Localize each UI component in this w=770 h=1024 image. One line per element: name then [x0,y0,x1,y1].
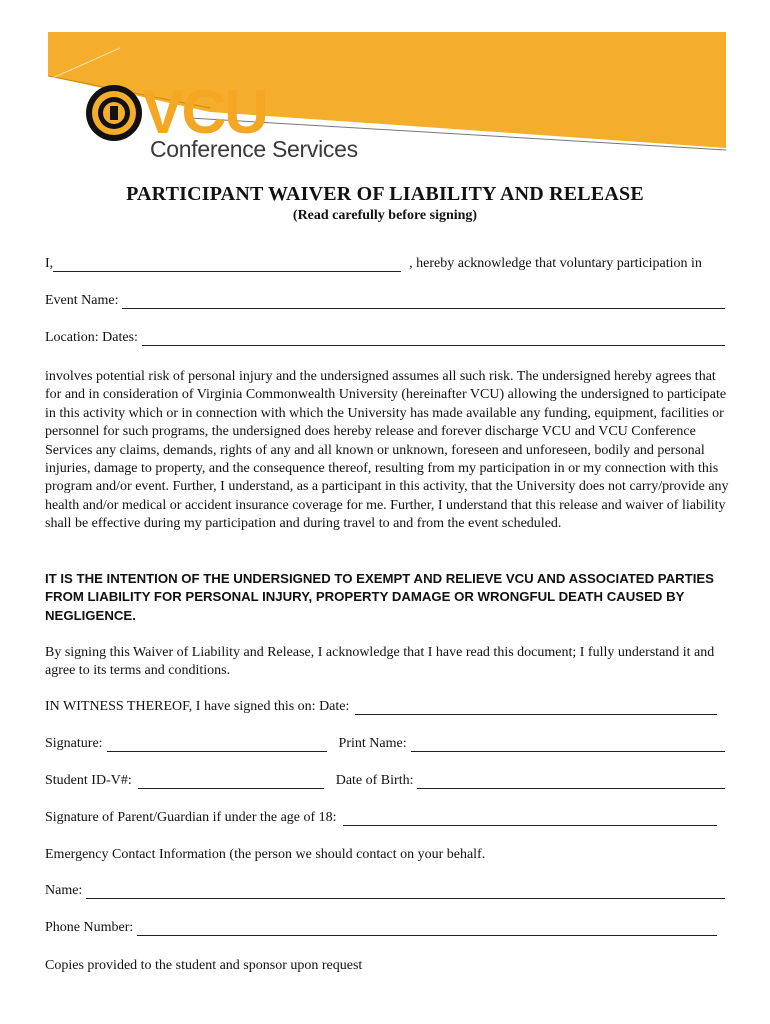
document-subtitle: (Read carefully before signing) [292,208,478,223]
event-name-label: Event Name: [45,293,119,308]
witness-date-row [45,699,725,715]
footer-note: Copies provided to the student and sponsor upon request [45,958,363,973]
date-of-birth-label: Date of Birth: [335,773,414,788]
participant-suffix: , hereby acknowledge that voluntary participation in [409,256,702,271]
logo-subtitle: Conference Services [150,136,358,162]
witness-date-field[interactable] [355,701,717,715]
emergency-name-row [45,883,725,899]
signature-row [45,736,725,752]
liability-body-paragraph: involves potential risk of personal injury and the undersigned assumes all such risk. The undersigned hereby agrees that for and in consideration of Virginia Commonwealth University (hereinafter VCU) allowing the undersigned to participate in this activity which or in connection with which the University has made available any funding, equipment, facilities or personnel for such programs, the undersigned does hereby release and forever discharge VCU and VCU Conference Services any claims, demands, rights of any and all known or unknown, foreseen and unforeseen, bodily and personal injuries, damage to property, and the consequence thereof, resulting from my participation in or my connection with this program and/or event. Further, I understand, as a participant in this activity, that the University does not carry/provide any health and/or medical or accident insurance coverage for me. Further, I understand that this release and waiver of liability shall be effective during my participation and during travel to and from the event scheduled. [45,369,729,532]
event-name-row [45,293,725,309]
location-dates-field[interactable] [142,332,725,346]
student-id-row [45,773,725,789]
event-name-field[interactable] [122,295,725,309]
emergency-name-label: Name: [45,883,83,898]
witness-date-label: IN WITNESS THEREOF, I have signed this on: Date: [45,699,350,714]
signature-label: Signature: [45,736,103,751]
date-of-birth-field[interactable] [417,775,725,789]
emergency-heading-row [45,847,725,863]
phone-field[interactable] [137,922,717,936]
phone-label: Phone Number: [45,920,134,935]
signature-field[interactable] [107,738,327,752]
student-id-label: Student ID-V#: [45,773,132,788]
phone-row [45,920,725,936]
print-name-label: Print Name: [338,736,407,751]
print-name-field[interactable] [411,738,725,752]
guardian-signature-row [45,810,725,826]
participant-name-field[interactable] [53,258,401,272]
acknowledge-paragraph: By signing this Waiver of Liability and Release, I acknowledge that I have read this document; I fully understand it and agree to its terms and conditions. [45,645,715,679]
vcu-logo-wordmark: VCU [142,78,267,147]
intention-paragraph: IT IS THE INTENTION OF THE UNDERSIGNED TO EXEMPT AND RELIEVE VCU AND ASSOCIATED PARTIES FROM LIABILITY FOR PERSONAL INJURY, PROPERTY DAMAGE OR WRONGFUL DEATH CAUSED BY NEGLIGENCE. [45,571,714,623]
guardian-signature-label: Signature of Parent/Guardian if under the age of 18: [45,810,337,825]
participant-prefix: I, [45,256,54,271]
guardian-signature-field[interactable] [343,812,717,826]
footer-note-row [45,958,725,974]
university-seal-logo [85,84,143,142]
participant-row [45,256,725,272]
location-dates-row [45,330,725,346]
emergency-name-field[interactable] [86,885,725,899]
student-id-field[interactable] [138,775,324,789]
document-title: PARTICIPANT WAIVER OF LIABILITY AND RELEASE [126,183,644,205]
location-dates-label: Location: Dates: [45,330,138,345]
emergency-contact-heading: Emergency Contact Information (the person we should contact on your behalf. [45,847,486,862]
